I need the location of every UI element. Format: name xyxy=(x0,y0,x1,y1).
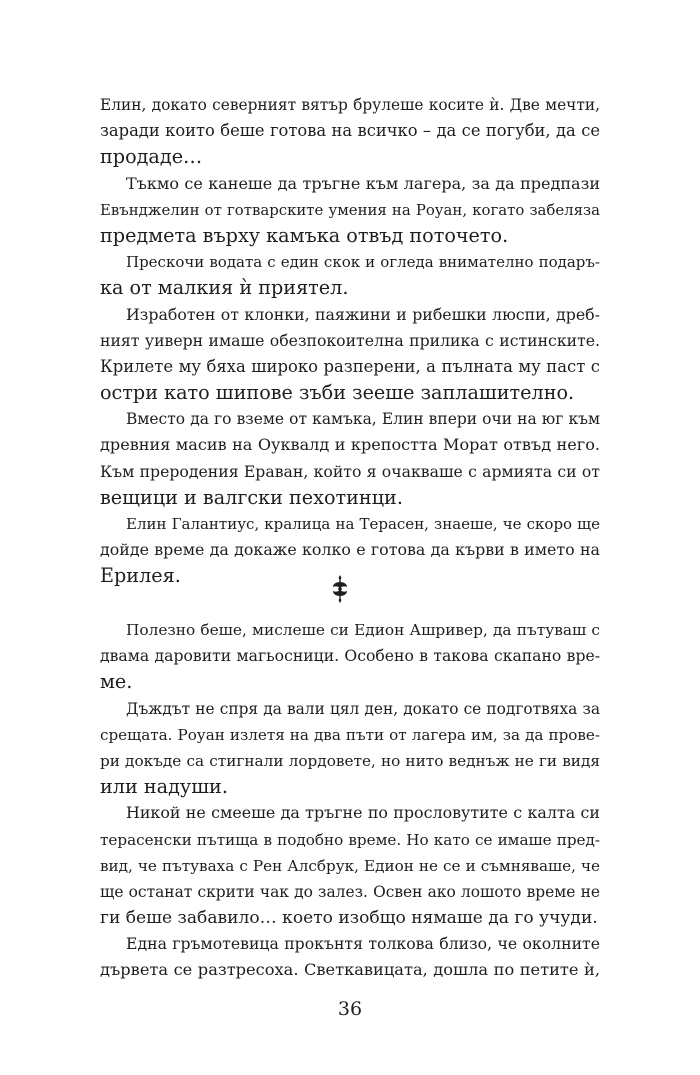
page-number: 36 xyxy=(337,998,363,1020)
text-line: Към преродения Ераван, който я очакваше с армията си от xyxy=(100,461,600,481)
text-line: срещата. Роуан излетя на два пъти от лагера им, за да прове- xyxy=(100,725,600,744)
fleuron-ornament-icon xyxy=(330,574,350,604)
text-line: Никой не смееше да тръгне по прословутите с калта си xyxy=(126,803,600,823)
text-line: Прескочи водата с един скок и огледа внимателно подаръ- xyxy=(126,253,600,272)
text-line: Изработен от клонки, паяжини и рибешки люспи, дреб- xyxy=(126,304,600,324)
text-line: ри докъде са стигнали лордовете, но нито веднъж не ги видя xyxy=(100,751,600,770)
text-line: остри като шипове зъби зееше заплашително. xyxy=(100,381,575,405)
text-line: терасенски пътища в подобно време. Но като се имаше пред- xyxy=(100,830,600,849)
text-line: ка от малкия ѝ приятел. xyxy=(100,276,349,300)
text-line: дървета се разтресоха. Светкавицата, дошла по петите ѝ, xyxy=(100,960,600,980)
text-line: Елин, докато северният вятър брулеше косите ѝ. Две мечти, xyxy=(100,96,600,114)
text-line: заради които беше готова на всичко – да се погуби, да се xyxy=(100,121,600,141)
text-line: Ерилея. xyxy=(100,564,181,588)
text-line: Крилете му бяха широко разперени, а пълната му паст с xyxy=(100,356,600,376)
text-line: ги беше забавило… което изобщо нямаше да го учуди. xyxy=(100,908,598,929)
text-line: Дъждът не спря да вали цял ден, докато се подготвяха за xyxy=(126,699,600,718)
text-line: ният уиверн имаше обезпокоителна прилика с истинските. xyxy=(100,330,600,350)
text-line: вещици и валгски пехотинци. xyxy=(100,485,403,509)
text-line: ще останат скрити чак до залез. Освен ако лошото време не xyxy=(100,882,600,901)
text-line: вид, че пътуваха с Рен Алсбрук, Едион не се и съмняваше, че xyxy=(100,856,600,875)
text-line: древния масив на Оуквалд и крепостта Морат отвъд него. xyxy=(100,435,600,455)
text-line: продаде… xyxy=(100,145,203,169)
text-line: Една гръмотевица прокънтя толкова близо, че околните xyxy=(126,934,600,954)
text-line: двама даровити магьосници. Особено в такова скапано вре- xyxy=(100,646,600,666)
text-line: или надуши. xyxy=(100,775,228,799)
text-line: Вместо да го вземе от камъка, Елин впери очи на юг към xyxy=(126,410,600,429)
text-line: ме. xyxy=(100,670,133,694)
text-block-2 xyxy=(100,617,600,984)
text-block-1 xyxy=(100,92,600,590)
text-line: Полезно беше, мислеше си Едион Ашривер, да пътуваш с xyxy=(126,621,600,639)
text-line: Тъкмо се канеше да тръгне към лагера, за да предпази xyxy=(126,173,600,193)
text-line: предмета върху камъка отвъд поточето. xyxy=(100,223,509,247)
text-line: Елин Галантиус, кралица на Терасен, знаеше, че скоро ще xyxy=(126,515,600,533)
text-line: Евънджелин от готварските умения на Роуан, когато забеляза xyxy=(100,200,600,219)
text-line: дойде време да докаже колко е готова да кърви в името на xyxy=(100,540,600,560)
